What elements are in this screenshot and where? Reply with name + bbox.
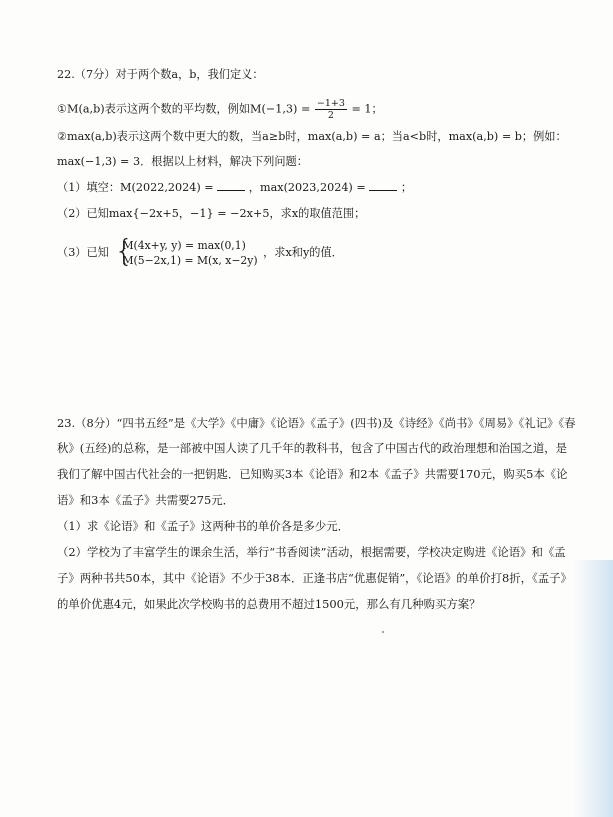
answer-blank-2: [369, 180, 397, 191]
q22-definition-2b: max(−1,3) = 3．根据以上材料，解决下列问题：: [57, 155, 308, 168]
q23-line-4: 语》和3本《孟子》共需要275元．: [57, 493, 235, 507]
q22-p3-text-b: ，求x和y的值．: [263, 246, 343, 259]
equation-2: M(5−2x,1) = M(x, x−2y): [122, 254, 258, 267]
q23-part-1: （1）求《论语》和《孟子》这两种书的单价各是多少元．: [57, 519, 350, 533]
equation-system: [114, 234, 258, 269]
q23-part-2-line-3: 的单价优惠4元，如果此次学校购书的总费用不超过1500元，那么有几种购买方案？: [57, 597, 481, 611]
q22-part-3: [57, 234, 577, 269]
q23-line-2: 秋》(五经)的总称，是一部被中国人读了几千年的教科书，包含了中国古代的政治理想和治国之道，是: [57, 441, 568, 455]
q22-def1-text: ①M(a,b)表示这两个数的平均数，例如M(−1,3) =: [57, 102, 311, 116]
equation-1: M(4x+y, y) = max(0,1): [122, 239, 246, 252]
q22-part-1: [57, 180, 577, 196]
q23-line-3: 我们了解中国古代社会的一把钥匙．已知购买3本《论语》和2本《孟子》共需要170元，购买5本《论: [57, 467, 568, 481]
q22-p1-text-a: （1）填空：M(2022,2024) =: [57, 181, 214, 194]
q23-part-2-line-1: （2）学校为了丰富学生的课余生活，举行“书香阅读”活动，根据需要，学校决定购进《论语》和《孟: [57, 545, 566, 559]
q23-part-2-line-2: 子》两种书共50本，其中《论语》不少于38本．正逢书店“优惠促销”，《论语》的单价打8折，《孟子》: [57, 571, 572, 585]
q22-header: 22.（7分）对于两个数a，b，我们定义：: [57, 68, 264, 81]
q22-part-2: （2）已知max{−2x+5，−1} = −2x+5，求x的取值范围；: [57, 207, 366, 220]
fraction-denominator: 2: [327, 110, 334, 121]
answer-blank-1: [217, 180, 245, 191]
q22-p1-text-c: ；: [400, 181, 413, 194]
q22-definition-2a: ②max(a,b)表示这两个数中更大的数，当a≥b时，max(a,b) = a；当a<b时，max(a,b) = b；例如：: [57, 130, 567, 143]
fraction-numerator: −1+3: [316, 98, 345, 109]
q23-line-1: 23.（8分）“四书五经”是《大学》《中庸》《论语》《孟子》(四书)及《诗经》《尚书》《周易》《礼记》《春: [57, 416, 576, 430]
q22-definition-1: [57, 98, 577, 121]
brace-icon: {: [114, 234, 134, 269]
ink-dot: [382, 631, 384, 633]
q22-def1-result: = 1；: [351, 102, 383, 116]
q22-def1-fraction: [315, 98, 347, 121]
q22-p3-text-a: （3）已知: [57, 246, 109, 259]
q22-p1-text-b: ，max(2023,2024) =: [248, 181, 366, 194]
